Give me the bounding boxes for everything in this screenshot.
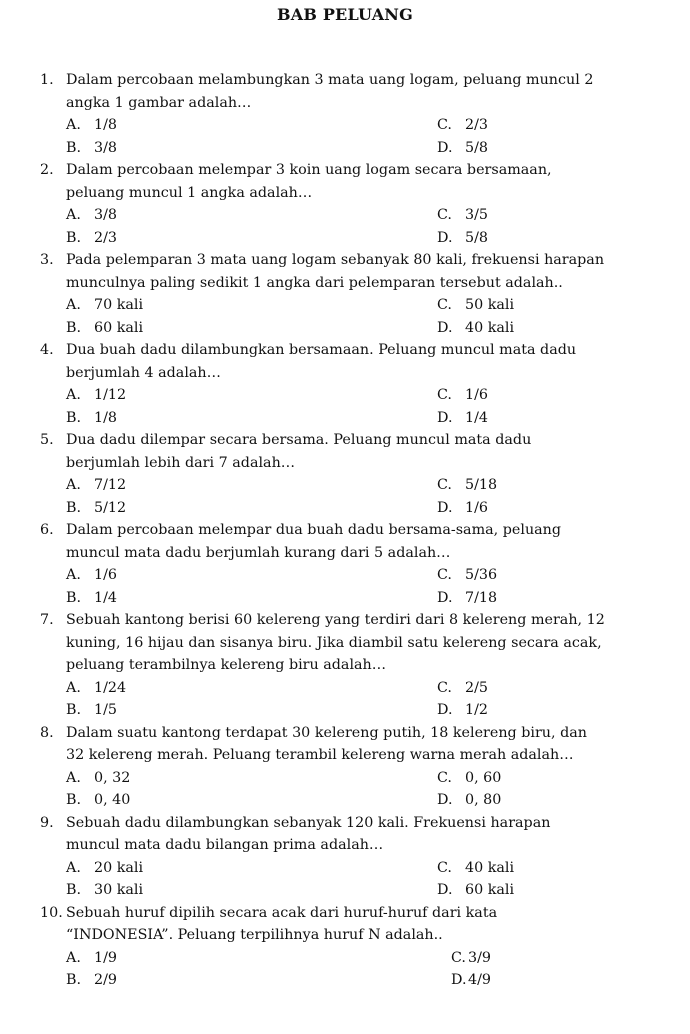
- answer-options: [0, 947, 690, 992]
- option-c: C. 3/5: [437, 207, 489, 223]
- option-b: B. 1/4: [66, 589, 118, 606]
- option-d: D. 40 kali: [437, 319, 515, 336]
- option-d: D. 1/6: [437, 499, 489, 516]
- question-9: [0, 812, 690, 902]
- option-d: D. 5/8: [437, 139, 489, 156]
- question-text: Dua buah dadu dilambungkan bersamaan. Peluang muncul mata dadu berjumlah 4 adalah…: [66, 342, 577, 381]
- option-a: A. 1/12: [66, 387, 127, 403]
- option-b: B. 60 kali: [66, 319, 144, 336]
- option-a: A. 1/9: [66, 949, 118, 966]
- question-7: [0, 609, 690, 722]
- question-list: [0, 69, 690, 992]
- question-number: 3.: [40, 252, 54, 268]
- option-c: C. 5/18: [437, 477, 498, 493]
- answer-options: [0, 564, 690, 609]
- answer-options: [0, 677, 690, 722]
- option-a: A. 3/8: [66, 207, 118, 223]
- question-number: 9.: [40, 814, 54, 831]
- option-a: A. 1/6: [66, 567, 118, 583]
- question-2: [0, 159, 690, 249]
- answer-options: [0, 204, 690, 249]
- option-c: C. 3/9: [451, 949, 492, 966]
- question-number: 5.: [40, 432, 54, 448]
- option-b: B. 5/12: [66, 499, 127, 516]
- question-number: 4.: [40, 342, 54, 358]
- option-c: C. 40 kali: [437, 859, 515, 876]
- question-number: 2.: [40, 162, 54, 178]
- option-b: B. 2/9: [66, 972, 118, 988]
- option-c: C. 1/6: [437, 387, 489, 403]
- question-5: [0, 429, 690, 519]
- question-text: Sebuah kantong berisi 60 kelereng yang terdiri dari 8 kelereng merah, 12 kuning, 16 hijau dan sisanya biru. Jika diambil satu kelereng secara acak, peluang terambilnya kelereng biru adalah…: [66, 612, 605, 673]
- option-a: A. 20 kali: [66, 859, 144, 876]
- answer-options: [0, 767, 690, 812]
- question-number: 6.: [40, 522, 54, 538]
- option-d: D. 4/9: [451, 972, 492, 988]
- option-d: D. 5/8: [437, 229, 489, 246]
- option-a: A. 70 kali: [66, 297, 144, 313]
- option-b: B. 1/8: [66, 409, 118, 426]
- question-3: [0, 249, 690, 339]
- question-4: [0, 339, 690, 429]
- answer-options: [0, 474, 690, 519]
- question-6: [0, 519, 690, 609]
- question-text: Dalam percobaan melempar 3 koin uang logam secara bersamaan, peluang muncul 1 angka adalah…: [66, 162, 552, 201]
- answer-options: [0, 384, 690, 429]
- question-text: Dalam suatu kantong terdapat 30 kelereng putih, 18 kelereng biru, dan 32 kelereng merah. Peluang terambil kelereng warna merah adalah…: [66, 724, 587, 763]
- option-c: C. 2/5: [437, 679, 489, 696]
- answer-options: [0, 294, 690, 339]
- option-d: D. 60 kali: [437, 882, 515, 898]
- option-b: B. 1/5: [66, 702, 118, 718]
- option-d: D. 1/4: [437, 409, 489, 426]
- option-d: D. 0, 80: [437, 792, 502, 808]
- question-number: 8.: [40, 724, 54, 741]
- question-8: [0, 722, 690, 812]
- question-number: 1.: [40, 72, 54, 88]
- option-c: C. 0, 60: [437, 769, 502, 786]
- option-a: A. 1/8: [66, 117, 118, 133]
- option-b: B. 2/3: [66, 229, 118, 246]
- option-a: A. 0, 32: [66, 769, 131, 786]
- question-1: [0, 69, 690, 159]
- question-text: Dua dadu dilempar secara bersama. Peluang muncul mata dadu berjumlah lebih dari 7 adalah…: [66, 432, 532, 471]
- option-b: B. 30 kali: [66, 882, 144, 898]
- option-d: D. 7/18: [437, 589, 498, 606]
- option-d: D. 1/2: [437, 702, 489, 718]
- option-c: C. 2/3: [437, 117, 489, 133]
- question-text: Dalam percobaan melempar dua buah dadu bersama-sama, peluang muncul mata dadu berjumlah kurang dari 5 adalah…: [66, 522, 562, 561]
- option-c: C. 5/36: [437, 567, 498, 583]
- answer-options: [0, 114, 690, 159]
- question-number: 10.: [40, 904, 63, 921]
- question-text: Dalam percobaan melambungkan 3 mata uang logam, peluang muncul 2 angka 1 gambar adalah…: [66, 72, 594, 111]
- answer-options: [0, 857, 690, 902]
- option-b: B. 0, 40: [66, 792, 131, 808]
- option-a: A. 7/12: [66, 477, 127, 493]
- question-text: Sebuah huruf dipilih secara acak dari huruf-huruf dari kata “INDONESIA”. Peluang terpilihnya huruf N adalah..: [66, 904, 498, 943]
- option-c: C. 50 kali: [437, 297, 515, 313]
- question-text: Sebuah dadu dilambungkan sebanyak 120 kali. Frekuensi harapan muncul mata dadu bilangan prima adalah…: [66, 814, 551, 853]
- question-number: 7.: [40, 612, 54, 628]
- option-b: B. 3/8: [66, 139, 118, 156]
- option-a: A. 1/24: [66, 679, 127, 696]
- question-text: Pada pelemparan 3 mata uang logam sebanyak 80 kali, frekuensi harapan munculnya paling sedikit 1 angka dari pelemparan tersebut adalah..: [66, 252, 605, 291]
- question-10: [0, 902, 690, 992]
- page-title: BAB PELUANG: [277, 5, 413, 24]
